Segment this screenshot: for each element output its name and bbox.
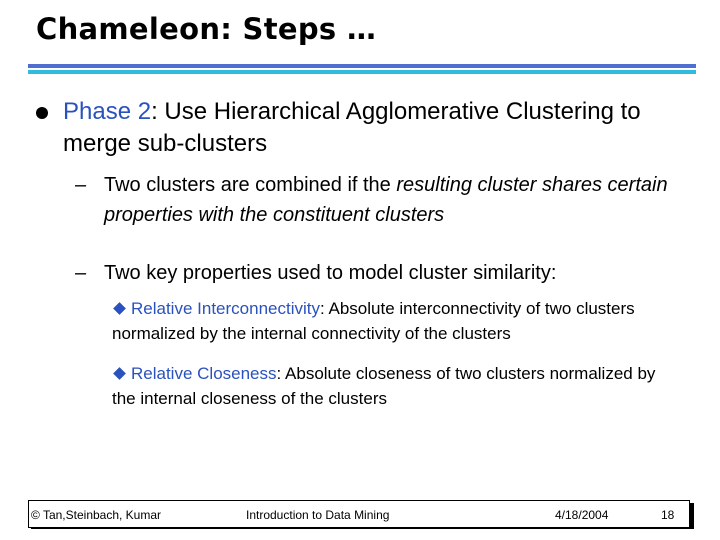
property-description: : Absolute closeness of two clusters normalized by the internal closeness of the clusters	[112, 364, 656, 408]
property-name: Relative Interconnectivity	[131, 299, 320, 318]
footer-authors: © Tan,Steinbach, Kumar	[31, 508, 162, 522]
dash-bullet-icon: –	[75, 262, 87, 284]
property-relative-closeness	[112, 361, 672, 411]
property-relative-interconnectivity	[112, 296, 672, 346]
key-properties-text: Two key properties used to model cluster similarity:	[104, 262, 557, 284]
phase-2-label: Phase 2	[63, 98, 152, 125]
footer-date: 4/18/2004	[555, 508, 609, 522]
sub-bullet-key-properties	[75, 258, 684, 288]
dash-bullet-icon: –	[75, 174, 87, 196]
phase-2-text	[63, 96, 663, 160]
combine-rule-emphasis: resulting cluster shares certain properties with the constituent clusters	[104, 174, 668, 226]
footer-page-number: 18	[661, 508, 675, 522]
property-description: : Absolute interconnectivity of two clusters normalized by the internal connectivity of the clusters	[112, 299, 635, 343]
property-name: Relative Closeness	[131, 364, 277, 383]
footer-book-title: Introduction to Data Mining	[246, 508, 390, 522]
combine-rule-prefix: Two clusters are combined if the	[104, 174, 397, 196]
bullet-phase-2	[36, 96, 663, 160]
round-bullet-icon	[36, 107, 48, 119]
sub-bullet-combine-rule	[75, 170, 684, 230]
combine-rule-text	[104, 170, 684, 230]
title-underline-dark	[28, 64, 696, 68]
slide-title: Chameleon: Steps …	[36, 12, 377, 46]
phase-2-description: : Use Hierarchical Agglomerative Clustering to merge sub-clusters	[63, 98, 641, 157]
footer-box	[28, 500, 690, 528]
slide-footer	[28, 500, 694, 528]
diamond-bullet-icon	[113, 367, 126, 380]
title-underline-light	[28, 70, 696, 74]
diamond-bullet-icon	[113, 302, 126, 315]
